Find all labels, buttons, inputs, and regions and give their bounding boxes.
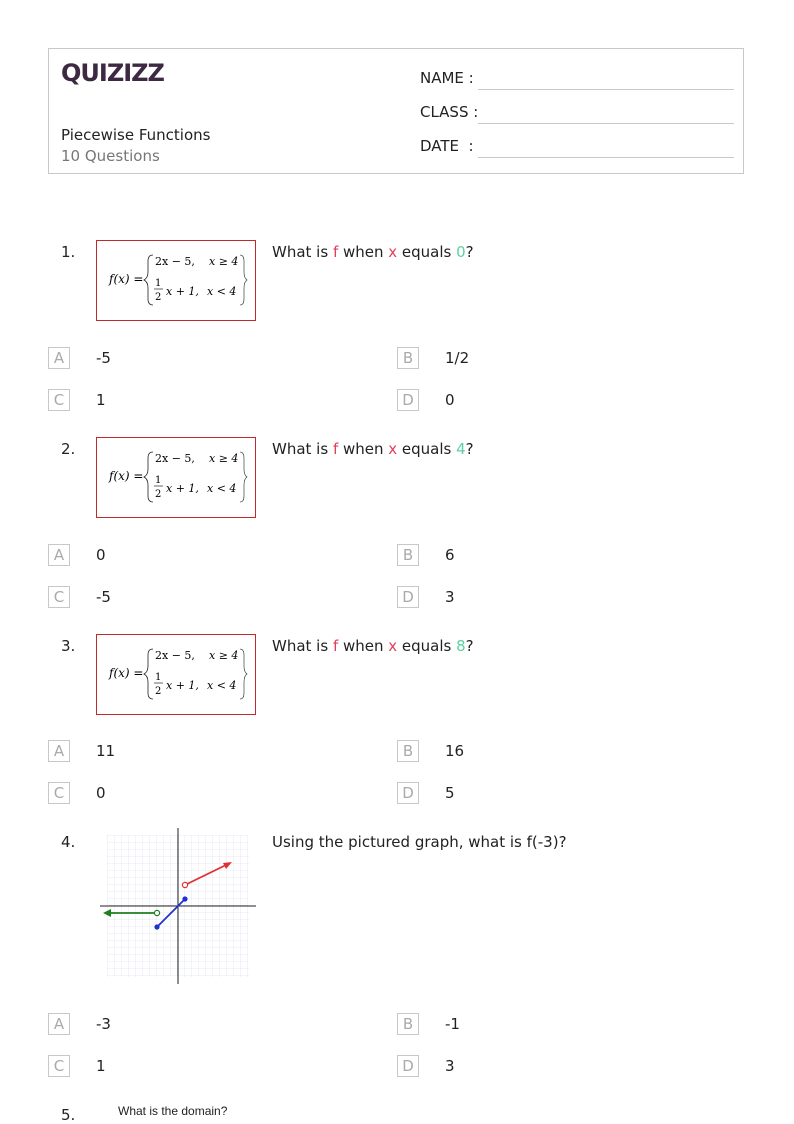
option-letter-d[interactable]: D (397, 782, 419, 804)
question-text: What is f when x equals 8? (272, 637, 474, 655)
formula-row2-num: 1 (155, 475, 162, 486)
value-highlight: 8 (456, 637, 466, 655)
piecewise-formula (97, 241, 257, 322)
formula-lhs: f(x) = (109, 666, 144, 680)
var-f: f (332, 440, 339, 458)
option-letter-b[interactable]: B (397, 1013, 419, 1035)
question-number: 1. (61, 243, 76, 261)
option-text: 0 (96, 546, 106, 564)
option-letter-d[interactable]: D (397, 1055, 419, 1077)
option-letter-a[interactable]: A (48, 1013, 70, 1035)
formula-lhs: f(x) = (109, 272, 144, 286)
option-letter-d[interactable]: D (397, 586, 419, 608)
option-letter-d[interactable]: D (397, 389, 419, 411)
option-text: 1 (96, 1057, 106, 1075)
name-label: NAME : (420, 69, 474, 87)
name-line (478, 89, 734, 90)
formula-row1-cond: x ≥ 4 (209, 452, 239, 465)
question-image-text: What is the domain? (118, 1104, 228, 1118)
formula-row2-cond: x < 4 (207, 482, 237, 495)
option-text: 5 (445, 784, 455, 802)
question-text: Using the pictured graph, what is f(-3)? (272, 833, 567, 851)
var-x: x (388, 243, 398, 261)
option-letter-a[interactable]: A (48, 347, 70, 369)
option-text: 3 (445, 588, 455, 606)
option-text: 1 (96, 391, 106, 409)
formula-row1-expr: 2x − 5, (155, 452, 195, 465)
name-field[interactable] (420, 69, 734, 89)
option-text: -5 (96, 588, 111, 606)
option-text: 11 (96, 742, 116, 760)
worksheet-title: Piecewise Functions (61, 126, 211, 144)
value-highlight: 0 (456, 243, 466, 261)
option-text: 6 (445, 546, 455, 564)
quizizz-logo: QUIZIZZ (61, 59, 164, 87)
formula-row1-cond: x ≥ 4 (209, 255, 239, 268)
option-text: -3 (96, 1015, 111, 1033)
value-highlight: 4 (456, 440, 466, 458)
red-open-point (182, 882, 187, 887)
question-number: 3. (61, 637, 76, 655)
blue-closed-point (182, 896, 187, 901)
question-text: What is f when x equals 0? (272, 243, 474, 261)
question-number: 5. (61, 1106, 76, 1124)
option-text: -1 (445, 1015, 460, 1033)
option-text: -5 (96, 349, 111, 367)
option-letter-c[interactable]: C (48, 1055, 70, 1077)
formula-row2-cond: x < 4 (207, 285, 237, 298)
option-letter-c[interactable]: C (48, 782, 70, 804)
piecewise-formula (97, 438, 257, 519)
option-letter-b[interactable]: B (397, 544, 419, 566)
class-field[interactable] (420, 103, 734, 123)
option-text: 3 (445, 1057, 455, 1075)
date-label: DATE : (420, 137, 474, 155)
date-field[interactable] (420, 137, 734, 157)
option-letter-c[interactable]: C (48, 586, 70, 608)
date-line (478, 157, 734, 158)
formula-row2-num: 1 (155, 278, 162, 289)
option-text: 16 (445, 742, 465, 760)
var-x: x (388, 637, 398, 655)
question-text: What is f when x equals 4? (272, 440, 474, 458)
formula-row1-cond: x ≥ 4 (209, 649, 239, 662)
formula-row2-den: 2 (155, 686, 162, 697)
formula-row2-cond: x < 4 (207, 679, 237, 692)
worksheet-header (48, 48, 744, 174)
formula-image (96, 634, 256, 715)
option-text: 0 (96, 784, 106, 802)
formula-row2-expr: x + 1, (166, 482, 199, 495)
piecewise-graph (100, 828, 260, 986)
option-letter-c[interactable]: C (48, 389, 70, 411)
formula-row1-expr: 2x − 5, (155, 255, 195, 268)
question-count: 10 Questions (61, 147, 160, 165)
option-letter-a[interactable]: A (48, 544, 70, 566)
question-number: 4. (61, 833, 76, 851)
blue-closed-point (154, 924, 159, 929)
formula-image (96, 240, 256, 321)
formula-image (96, 437, 256, 518)
formula-row2-den: 2 (155, 292, 162, 303)
option-letter-b[interactable]: B (397, 740, 419, 762)
option-letter-a[interactable]: A (48, 740, 70, 762)
class-label: CLASS : (420, 103, 479, 121)
formula-row2-expr: x + 1, (166, 285, 199, 298)
var-f: f (332, 243, 339, 261)
formula-row2-num: 1 (155, 672, 162, 683)
option-text: 0 (445, 391, 455, 409)
formula-row1-expr: 2x − 5, (155, 649, 195, 662)
formula-row2-den: 2 (155, 489, 162, 500)
formula-lhs: f(x) = (109, 469, 144, 483)
var-x: x (388, 440, 398, 458)
class-line (478, 123, 734, 124)
option-letter-b[interactable]: B (397, 347, 419, 369)
option-text: 1/2 (445, 349, 470, 367)
piecewise-formula (97, 635, 257, 716)
var-f: f (332, 637, 339, 655)
question-number: 2. (61, 440, 76, 458)
green-open-point (154, 910, 159, 915)
formula-row2-expr: x + 1, (166, 679, 199, 692)
